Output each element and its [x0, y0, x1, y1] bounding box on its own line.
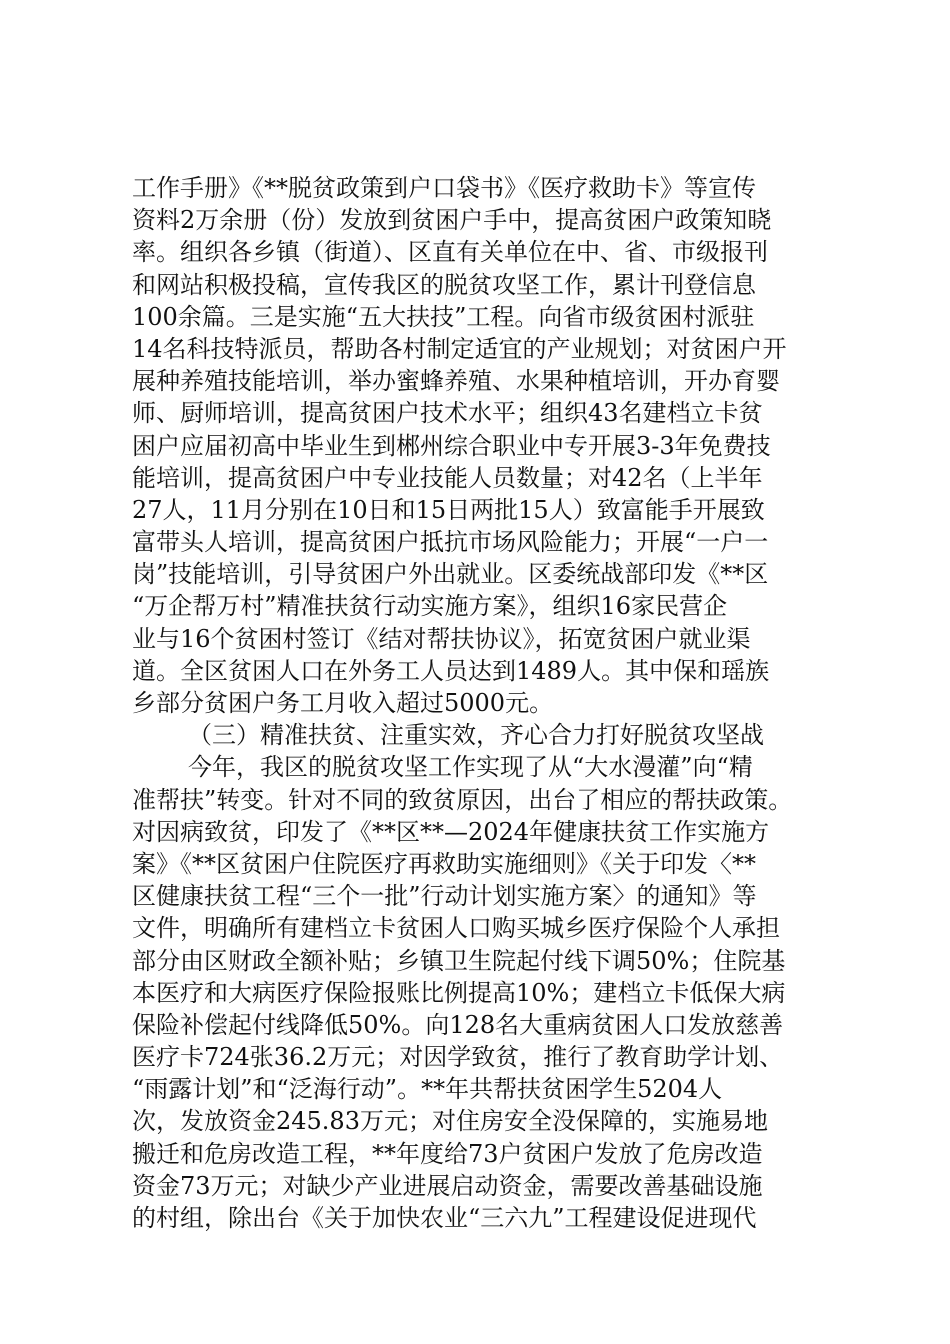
text-line: 岗”技能培训，引导贫困户外出就业。区委统战部印发《**区: [132, 560, 769, 589]
text-line: 资金73万元；对缺少产业进展启动资金，需要改善基础设施: [132, 1171, 763, 1200]
text-line: 27人，11月分别在10日和15日两批15人）致富能手开展致: [132, 495, 765, 524]
text-line: 对因病致贫，印发了《**区**—2024年健康扶贫工作实施方: [132, 817, 770, 846]
body-text: [132, 172, 852, 1234]
text-line: 的村组，除出台《关于加快农业“三六九”工程建设促进现代: [132, 1204, 757, 1232]
text-line: 部分由区财政全额补贴；乡镇卫生院起付线下调50%；住院基: [132, 946, 786, 975]
text-line: 和网站积极投稿，宣传我区的脱贫攻坚工作，累计刊登信息: [132, 270, 756, 299]
text-line: 区健康扶贫工程“三个一批”行动计划实施方案〉的通知》等: [132, 882, 757, 911]
text-line: 富带头人培训，提高贫困户抵抗市场风险能力；开展“一户一: [132, 528, 769, 557]
text-line: 困户应届初高中毕业生到郴州综合职业中专开展3-3年免费技: [132, 431, 771, 460]
section-heading: （三）精准扶贫、注重实效，齐心合力打好脱贫攻坚战: [188, 721, 764, 750]
text-line: 业与16个贫困村签订《结对帮扶协议》，拓宽贫困户就业渠: [132, 624, 751, 653]
text-line: 乡部分贫困户务工月收入超过5000元。: [132, 689, 554, 717]
text-line: 展种养殖技能培训，举办蜜蜂养殖、水果种植培训，开办育婴: [132, 367, 780, 396]
text-line: 次，发放资金245.83万元；对住房安全没保障的，实施易地: [132, 1107, 768, 1136]
text-line: 能培训，提高贫困户中专业技能人员数量；对42名（上半年: [132, 463, 763, 492]
text-line: 资料2万余册（份）发放到贫困户手中，提高贫困户政策知晓: [132, 206, 772, 235]
text-line: 医疗卡724张36.2万元；对因学致贫，推行了教育助学计划、: [132, 1043, 784, 1072]
text-line: 保险补偿起付线降低50%。向128名大重病贫困人口发放慈善: [132, 1010, 784, 1039]
text-line: 工作手册》《**脱贫政策到户口袋书》《医疗救助卡》等宣传: [132, 174, 756, 202]
text-line: 率。组织各乡镇（街道）、区直有关单位在中、省、市级报刊: [132, 238, 768, 267]
text-line: 案》《**区贫困户住院医疗再救助实施细则》《关于印发〈**: [132, 849, 756, 878]
text-line: 搬迁和危房改造工程，**年度给73户贫困户发放了危房改造: [132, 1139, 763, 1168]
text-line: 师、厨师培训，提高贫困户技术水平；组织43名建档立卡贫: [132, 399, 763, 428]
text-line: 14名科技特派员，帮助各村制定适宜的产业规划；对贫困户开: [132, 334, 787, 363]
text-line: 文件，明确所有建档立卡贫困人口购买城乡医疗保险个人承担: [132, 914, 780, 943]
text-line: “万企帮万村”精准扶贫行动实施方案》，组织16家民营企: [132, 592, 728, 621]
text-line: 准帮扶”转变。针对不同的致贫原因，出台了相应的帮扶政策。: [132, 785, 793, 814]
text-line: 道。全区贫困人口在外务工人员达到1489人。其中保和瑶族: [132, 656, 770, 685]
text-line: 本医疗和大病医疗保险报账比例提高10%；建档立卡低保大病: [132, 978, 786, 1007]
text-line: 100余篇。三是实施“五大扶技”工程。向省市级贫困村派驻: [132, 302, 755, 331]
paragraph-first-line: 今年，我区的脱贫攻坚工作实现了从“大水漫灌”向“精: [188, 753, 753, 782]
text-line: “雨露计划”和“泛海行动”。**年共帮扶贫困学生5204人: [132, 1075, 723, 1104]
